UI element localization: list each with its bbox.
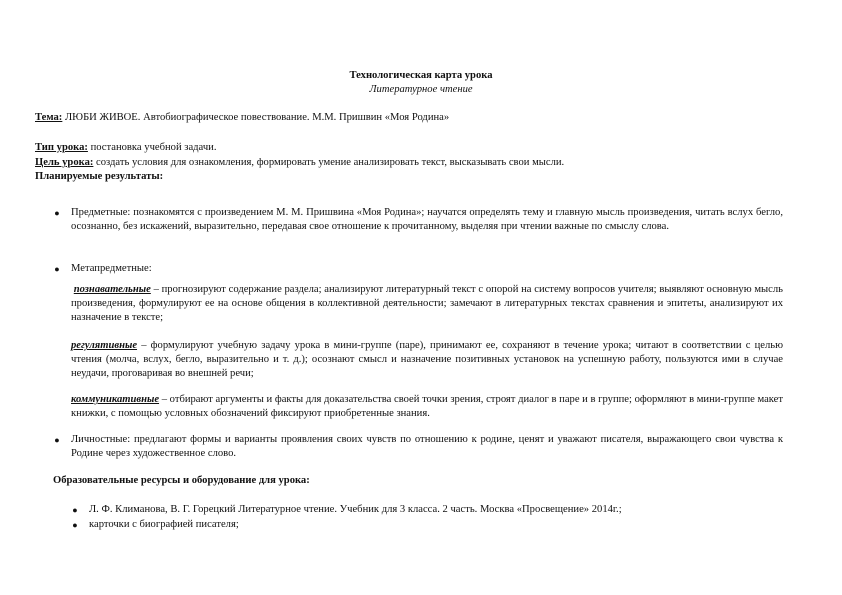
- personal-results: Личностные: предлагают формы и варианты проявления своих чувств по отношению к родине, ценят и уважают писателя, выражающего свои чувства к Родине через художественное слово.: [71, 434, 783, 459]
- lesson-type-line: [35, 141, 815, 155]
- bullet-dot-icon: ●: [54, 208, 60, 218]
- subject-results: Предметные: познакомятся с произведением М. М. Пришвина «Моя Родина»; научатся определять тему и главную мысль произведения, читать вслух бегло, осознанно, без искажений, выразительно, передавая свое отношение к прочитанному, выделяя при чтении важные по смыслу слова.: [71, 207, 783, 232]
- goal-line: [35, 156, 815, 170]
- lesson-type-label: Тип урока:: [35, 142, 88, 153]
- planned-results-heading: Планируемые результаты:: [35, 171, 164, 182]
- regulative-text: – формулируют учебную задачу урока в мини-группе (паре), принимают ее, сохраняют в течение урока; читают в соответствии с целью чтения (молча, вслух, бегло, выразительно и т. д.); осознают смысл и назначение позитивных установок на успешную работу, пользуются ими в случае неудачи, проговаривая во внешней речи;: [71, 340, 783, 379]
- communicative-label: коммуникативные: [71, 394, 160, 405]
- resource-item: карточки с биографией писателя;: [89, 519, 239, 530]
- document-subject: Литературное чтение: [369, 84, 473, 95]
- bullet-dot-icon: ●: [54, 264, 60, 274]
- document-title: Технологическая карта урока: [349, 70, 493, 81]
- goal-text: создать условия для ознакомления, формировать умение анализировать текст, высказывать свои мысли.: [93, 157, 565, 168]
- bullet-dot-icon: ●: [72, 520, 78, 530]
- bullet-dot-icon: ●: [54, 435, 60, 445]
- cognitive-text: – прогнозируют содержание раздела; анализируют литературный текст с опорой на систему вопросов учителя; выявляют основную мысль произведения, формулируют ее на основе общения в коллективной деятельности; замечают в литературных текстах сравнения и эпитеты, анализируют их назначение в тексте;: [71, 284, 783, 323]
- lesson-type-text: постановка учебной задачи.: [87, 142, 217, 153]
- cognitive-results: [71, 283, 783, 325]
- bullet-dot-icon: ●: [72, 505, 78, 515]
- regulative-results: [71, 339, 783, 381]
- meta-results-heading: Метапредметные:: [71, 263, 152, 274]
- resource-item: Л. Ф. Климанова, В. Г. Горецкий Литературное чтение. Учебник для 3 класса. 2 часть. Москва «Просвещение» 2014г.;: [89, 504, 622, 515]
- topic-text: ЛЮБИ ЖИВОЕ. Автобиографическое повествование. М.М. Пришвин «Моя Родина»: [62, 112, 450, 123]
- cognitive-label: познавательные: [73, 284, 151, 295]
- resources-heading: Образовательные ресурсы и оборудование для урока:: [53, 475, 310, 486]
- communicative-results: [71, 393, 783, 421]
- regulative-label: регулятивные: [71, 340, 138, 351]
- topic-label: Тема:: [35, 112, 63, 123]
- communicative-text: – отбирают аргументы и факты для доказательства своей точки зрения, строят диалог в паре и в группе; оформляют в мини-группе макет книжки, с помощью условных обозначений фиксируют приобретенные знания.: [71, 394, 784, 419]
- goal-label: Цель урока:: [35, 157, 94, 168]
- topic-line: [35, 111, 815, 125]
